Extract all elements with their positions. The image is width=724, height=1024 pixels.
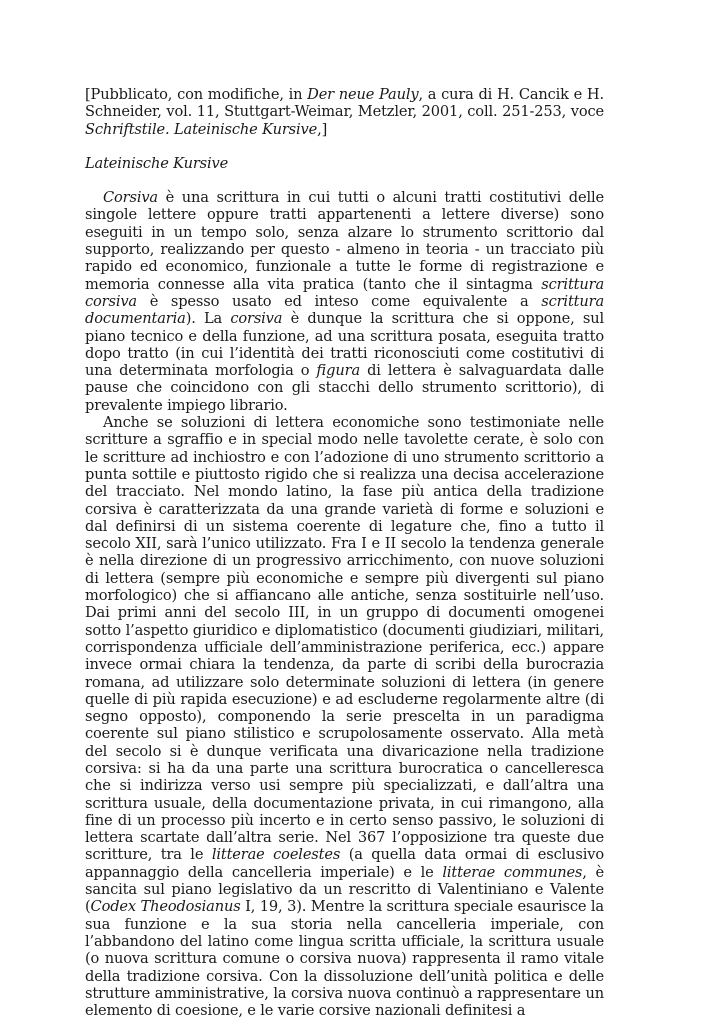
paragraph-1-text-2: è spesso usato ed inteso come equivalente a xyxy=(137,292,542,310)
term-corsiva-2: corsiva xyxy=(230,310,283,328)
paragraph-1 xyxy=(85,189,604,414)
term-scrittura-documentaria: scrittura documentaria xyxy=(85,292,604,328)
paragraph-1-text-3: ). La xyxy=(185,310,231,328)
citation-text-2: , a cura di H. Cancik e H. Schneider, vol. 11, Stuttgart-Weimar, Metzler, 2001, coll. 251-253, voce xyxy=(85,86,604,121)
section-heading: Lateinische Kursive xyxy=(85,154,229,172)
term-scrittura-corsiva: scrittura corsiva xyxy=(85,275,604,310)
journal-title: Der neue Pauly xyxy=(307,86,419,103)
paragraph-1-text-1: è una scrittura in cui tutti o alcuni tratti costitutivi delle singole lettere oppure tratti appartenenti a lettere diverse) sono eseguiti in un tempo solo, senza alzare lo strumento scrittorio dal supporto, realizzando per questo - almeno in teoria - un tracciato più rapido ed economico, funzionale a tutte le forme di registrazione e memoria connesse alla vita pratica (tanto che il sintagma xyxy=(85,189,604,293)
term-litterae-coelestes: litterae coelestes xyxy=(211,846,341,864)
term-codex-theodosianus: Codex Theodosianus xyxy=(90,898,241,916)
paragraph-2-text-1: Anche se soluzioni di lettera economiche sono testimoniate nelle scritture a sgraffio e in special modo nelle tavolette cerate, è solo con le scritture ad inchiostro e con l’adozione di uno strumento scrittorio a punta sottile e piuttosto rigido che si realizza una decisa accelerazione del tracciato. Nel mondo latino, la fase più antica della tradizione corsiva è caratterizzata da una grande varietà di forme e soluzioni e dal definirsi di un sistema coerente di legature che, fino a tutto il secolo XII, sarà l’unico utilizzato. Fra I e II secolo la tendenza generale è nella direzione di un progressivo arricchimento, con nuove soluzioni di lettera (sempre più economiche e sempre più divergenti sul piano morfologico) che si affiancano alle antiche, senza sostituirle nell’uso. Dai primi anni del secolo III, in un gruppo di documenti omogenei sotto l’aspetto giuridico e diplomatistico (documenti giudiziari, militari, corrispondenza ufficiale dell’amministrazione periferica, ecc.) appare invece ormai chiara la tendenza, da parte di scribi della burocrazia romana, ad utilizzare solo determinate soluzioni di lettera (in genere quelle di più rapida esecuzione) e ad escluderne regolarmente altre (di segno opposto), componendo la serie prescelta in un paradigma coerente sul piano stilistico e scrupolosamente osservato. Alla metà del secolo si è dunque verificata una divaricazione nella tradizione corsiva: si ha da una parte una scrittura burocratica o cancelleresca che si indirizza verso usi sempre più specializzati, e dall’altra una scrittura usuale, della documentazione privata, in cui rimangono, alla fine di un processo più incerto e in certo senso passivo, le soluzioni di lettera scartate dall’altra serie. Nel 367 l’opposizione tra queste due scritture, tra le xyxy=(85,414,604,864)
citation-text-1: [Pubblicato, con modifiche, in xyxy=(85,86,308,103)
citation-text-3: ,] xyxy=(317,120,328,138)
document-page xyxy=(85,86,604,1019)
term-litterae-communes: litterae communes xyxy=(442,863,583,881)
paragraph-2 xyxy=(85,414,604,1019)
term-corsiva: Corsiva xyxy=(103,189,158,207)
paragraph-1-text-5: di lettera è salvaguardata dalle pause che coincidono con gli stacchi dello strumento scrittorio), di prevalente impiego librario. xyxy=(85,362,604,414)
paragraph-2-text-3: , è sancita sul piano legislativo da un rescritto di Valentiniano e Valente ( xyxy=(85,863,604,916)
paragraph-2-text-2: (a quella data ormai di esclusivo appannaggio della cancelleria imperiale) e le xyxy=(85,846,604,881)
paragraph-2-text-4: I, 19, 3). Mentre la scrittura speciale esaurisce la sua funzione e la sua storia nella cancelleria imperiale, con l’abbandono del latino come lingua scritta ufficiale, la scrittura usuale (o nuova scrittura comune o corsiva nuova) rappresenta il ramo vitale della tradizione corsiva. Con la dissoluzione dell’unità politica e delle strutture amministrative, la corsiva nuova continuò a rappresentare un elemento di coesione, e le varie corsive nazionali definitesi a xyxy=(85,898,604,1020)
paragraph-1-text-4: è dunque la scrittura che si oppone, sul piano tecnico e della funzione, ad una scrittura posata, eseguita tratto dopo tratto (in cui l’identità dei tratti riconosciuti come costitutivi di una determinata morfologia o xyxy=(85,310,604,380)
entry-title: Schriftstile. Lateinische Kursive xyxy=(85,120,318,138)
term-figura: figura xyxy=(316,362,360,380)
publication-citation xyxy=(85,86,604,138)
